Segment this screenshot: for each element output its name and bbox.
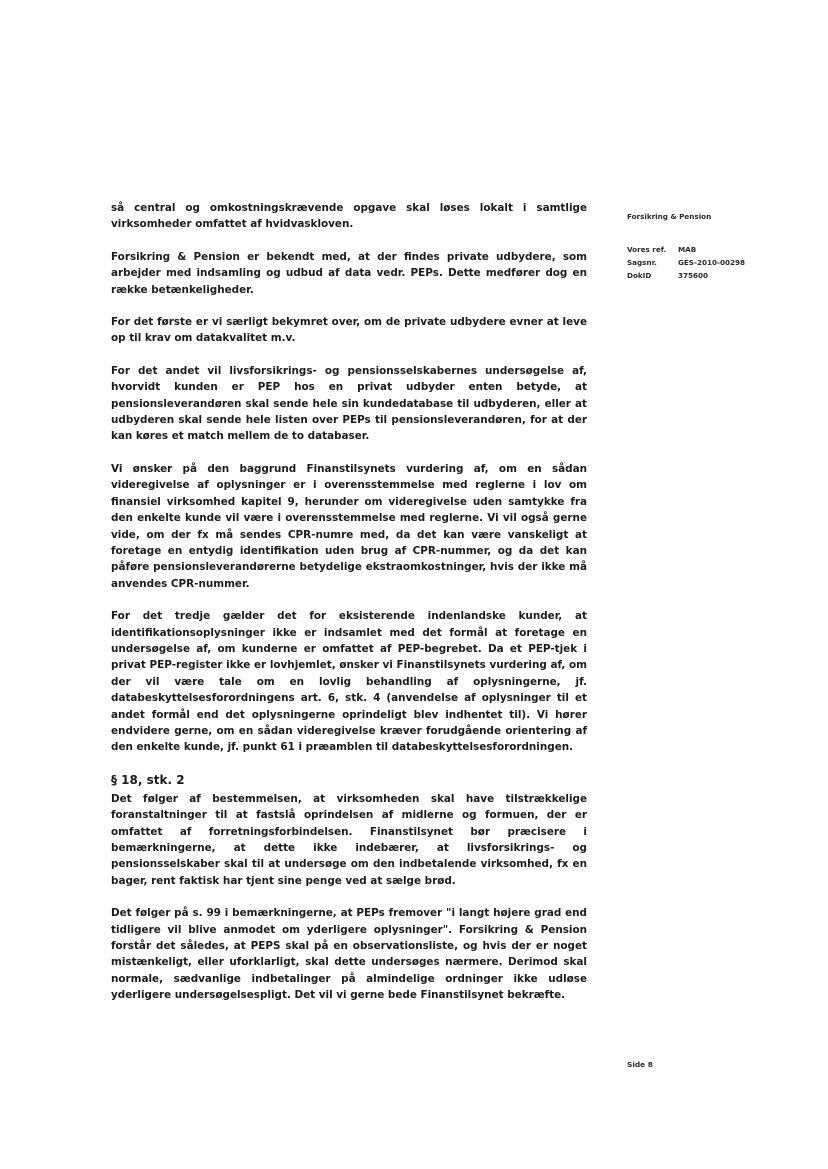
meta-label: Sagsnr. [627,258,657,267]
paragraph-5: Vi ønsker på den baggrund Finanstilsynets vurdering af, om en sådan videregivelse af oplysninger er i overensstemmelse med reglerne i lov om finansiel virksomhed kapitel 9, herunder om videregivelse uden samtykke fra den enkelte kunde vil være i overensstemmelse med reglerne. Vi vil også gerne vide, om der fx må sendes CPR-numre med, da det kan være vanskeligt at foretage en entydig identifikation uden brug af CPR-nummer, og da det kan påføre pensionsleverandørerne betydelige ekstraomkostninger, hvis der ikke må anvendes CPR-nummer. [111,462,587,590]
paragraph-6: For det tredje gælder det for eksisterende indenlandske kunder, at identifikationsoplysninger ikke er indsamlet med det formål at foretage en undersøgelse af, om kunderne er omfattet af PEP-begrebet. Da et PEP-tjek i privat PEP-register ikke er lovhjemlet, ønsker vi Finanstilsynets vurdering af, om der vil være tale om en lovlig behandling af oplysningerne, jf. databeskyttelsesforordningens art. 6, stk. 4 (anvendelse af oplysninger til et andet formål end det oplysningerne oprindeligt blev indhentet til). Vi hører endvidere gerne, om en sådan videregivelse kræver forudgående orientering af den enkelte kunde, jf. punkt 61 i præamblen til databeskyttelsesforordningen. [111,610,587,754]
meta-value: GES-2010-00298 [678,258,745,267]
meta-row-ref [627,243,817,256]
body-text [111,200,587,1020]
meta-label: Vores ref. [627,245,667,254]
meta-value: 375600 [678,271,709,280]
section-heading: § 18, stk. 2 [111,772,185,787]
paragraph-1: så central og omkostningskrævende opgave skal løses lokalt i samtlige virksomheder omfattet af hvidvaskloven. [111,202,587,231]
paragraph-4: For det andet vil livsforsikrings- og pensionsselskabernes undersøgelse af, hvorvidt kunden er PEP hos en privat udbyder enten betyde, at pensionsleverandøren skal sende hele sin kundedatabase til udbyderen, eller at udbyderen skal sende hele listen over PEPs til pensionsleverandøren, for at der kan køres et match mellem de to databaser. [111,364,587,443]
page-number: Side 8 [627,1060,653,1069]
meta-value: MAB [678,245,697,254]
paragraph-3: For det første er vi særligt bekymret over, om de private udbydere evner at leve op til krav om datakvalitet m.v. [111,316,587,345]
paragraph-7: Det følger af bestemmelsen, at virksomheden skal have tilstrækkelige foranstaltninger til at fastslå oprindelsen af midlerne og formuen, der er omfattet af forretningsforbindelsen. Finanstilsynet bør præcisere i bemærkningerne, at dette ikke indebærer, at livsforsikrings- og pensionsselskaber skal til at undersøge om den indbetalende virksomhed, fx en bager, rent faktisk har tjent sine penge ved at sælge brød. [111,792,587,887]
meta-label: DokID [627,271,652,280]
paragraph-8: Det følger på s. 99 i bemærkningerne, at PEPs fremover "i langt højere grad end tidligere vil blive anmodet om yderligere oplysninger". Forsikring & Pension forstår det således, at PEPS skal på en observationsliste, og hvis der er noget mistænkeligt, eller uforklarligt, skal dette undersøges nærmere. Derimod skal normale, sædvanlige indbetalinger på almindelige ordninger ikke udløse yderligere undersøgelsespligt. Det vil vi gerne bede Finanstilsynet bekræfte. [111,907,587,1002]
meta-row-case [627,256,817,269]
meta-row-docid [627,269,817,282]
organization-name: Forsikring & Pension [627,212,712,221]
sidebar-meta [627,210,817,282]
paragraph-2: Forsikring & Pension er bekendt med, at der findes private udbydere, som arbejder med indsamling og udbud af data vedr. PEPs. Dette medfører dog en række betænkeligheder. [111,250,587,296]
